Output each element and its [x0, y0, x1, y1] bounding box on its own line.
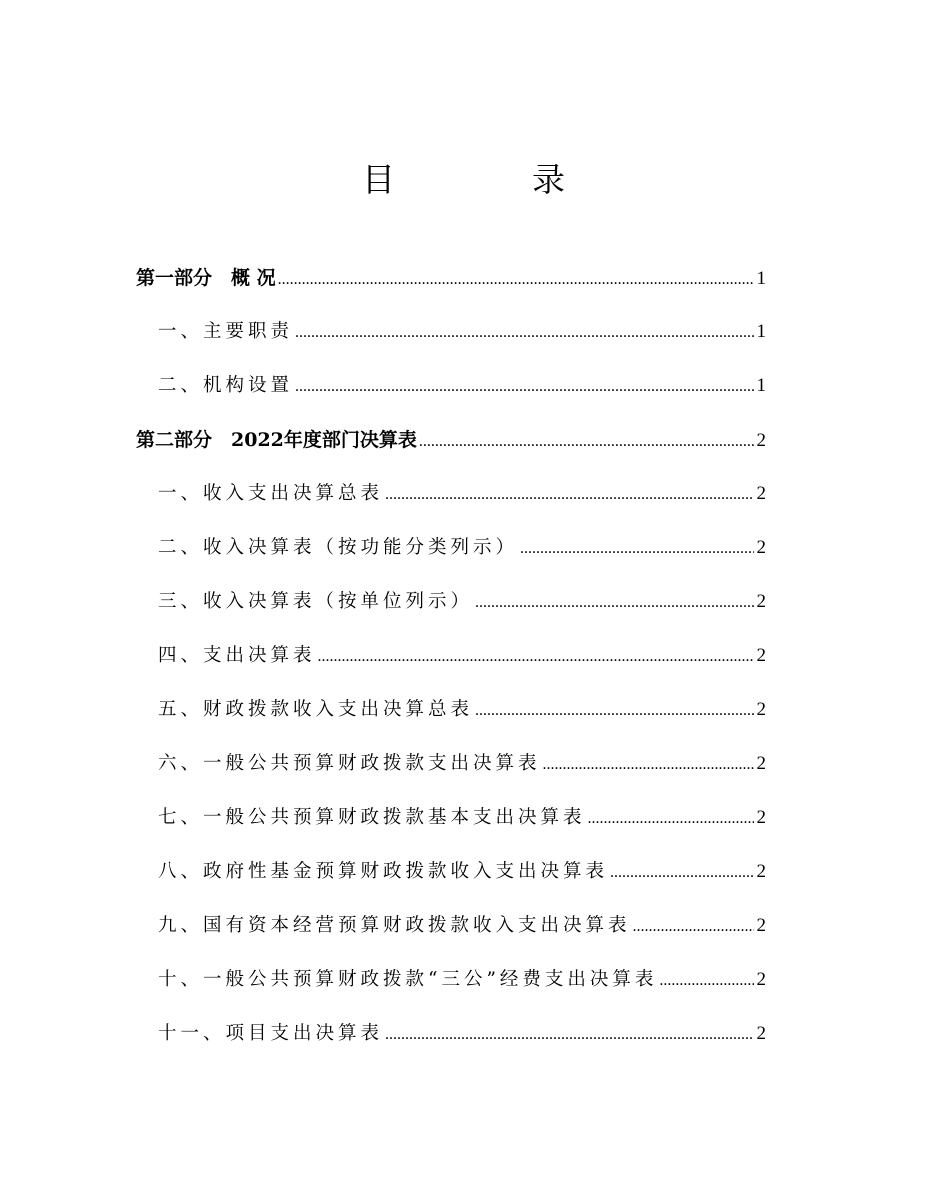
- toc-dot-leader: [659, 955, 754, 1007]
- toc-dot-leader: [475, 685, 754, 737]
- toc-dot-leader: [475, 577, 754, 629]
- toc-page-number: 2: [756, 483, 766, 504]
- toc-item[interactable]: [158, 360, 766, 412]
- toc-page-number: 1: [756, 375, 766, 396]
- toc-page-number: 2: [756, 699, 766, 720]
- toc-page-number: 2: [756, 645, 766, 666]
- toc-dot-leader: [419, 416, 754, 468]
- toc-item-label: 三、收入决算表（按单位列示）: [158, 591, 474, 612]
- toc-page-number: 2: [756, 753, 766, 774]
- toc-item-label: 九、国有资本经营预算财政拨款收入支出决算表: [158, 915, 631, 936]
- page-title: 目 录: [362, 160, 617, 199]
- toc-item-label: 六、一般公共预算财政拨款支出决算表: [158, 753, 541, 774]
- toc-item-label: 十、一般公共预算财政拨款“三公”经费支出决算表: [158, 969, 658, 990]
- toc-item-label: 八、政府性基金预算财政拨款收入支出决算表: [158, 861, 609, 882]
- toc-page-number: 1: [756, 321, 766, 342]
- toc-item[interactable]: [158, 306, 766, 358]
- toc-item-label: 二、机构设置: [158, 375, 294, 396]
- toc-page-number: 2: [756, 430, 766, 451]
- toc-item[interactable]: [158, 684, 766, 736]
- toc-item[interactable]: [158, 900, 766, 952]
- toc-page-number: 2: [756, 969, 766, 990]
- toc-dot-leader: [318, 631, 754, 683]
- toc-item-label: 一、主要职责: [158, 321, 294, 342]
- toc-dot-leader: [278, 254, 754, 306]
- toc-page-number: 2: [756, 537, 766, 558]
- toc-part-label: 第一部分 概 况: [136, 267, 276, 289]
- toc-dot-leader: [385, 1009, 754, 1061]
- toc-part-label: 第二部分 2022年度部门决算表: [136, 429, 417, 451]
- toc-dot-leader: [633, 901, 754, 953]
- toc-item[interactable]: [158, 792, 766, 844]
- toc-dot-leader: [543, 739, 754, 791]
- toc-part-1[interactable]: [136, 252, 766, 304]
- toc-page-number: 2: [756, 591, 766, 612]
- toc-page-number: 2: [756, 861, 766, 882]
- toc-page-number: 2: [756, 915, 766, 936]
- toc-item[interactable]: [158, 522, 766, 574]
- toc-page-number: 1: [756, 268, 766, 289]
- toc-item-label: 二、收入决算表（按功能分类列示）: [158, 537, 519, 558]
- toc-page-number: 2: [756, 807, 766, 828]
- toc-item-label: 一、收入支出决算总表: [158, 483, 384, 504]
- toc-item[interactable]: [158, 1008, 766, 1060]
- toc-item-label: 七、一般公共预算财政拨款基本支出决算表: [158, 807, 586, 828]
- toc-item-label: 五、财政拨款收入支出决算总表: [158, 699, 474, 720]
- toc-part-2[interactable]: [136, 414, 766, 466]
- toc-page-number: 2: [756, 1023, 766, 1044]
- toc-item[interactable]: [158, 846, 766, 898]
- toc-item-label: 四、支出决算表: [158, 645, 316, 666]
- toc-dot-leader: [588, 793, 754, 845]
- toc-dot-leader: [295, 361, 754, 413]
- toc-item[interactable]: [158, 738, 766, 790]
- toc-item[interactable]: [158, 954, 766, 1006]
- toc-dot-leader: [385, 469, 754, 521]
- toc-dot-leader: [610, 847, 754, 899]
- toc-dot-leader: [520, 523, 754, 575]
- toc-item-label: 十一、项目支出决算表: [158, 1023, 384, 1044]
- toc-dot-leader: [295, 307, 754, 359]
- toc-item[interactable]: [158, 630, 766, 682]
- toc-item[interactable]: [158, 468, 766, 520]
- toc-item[interactable]: [158, 576, 766, 628]
